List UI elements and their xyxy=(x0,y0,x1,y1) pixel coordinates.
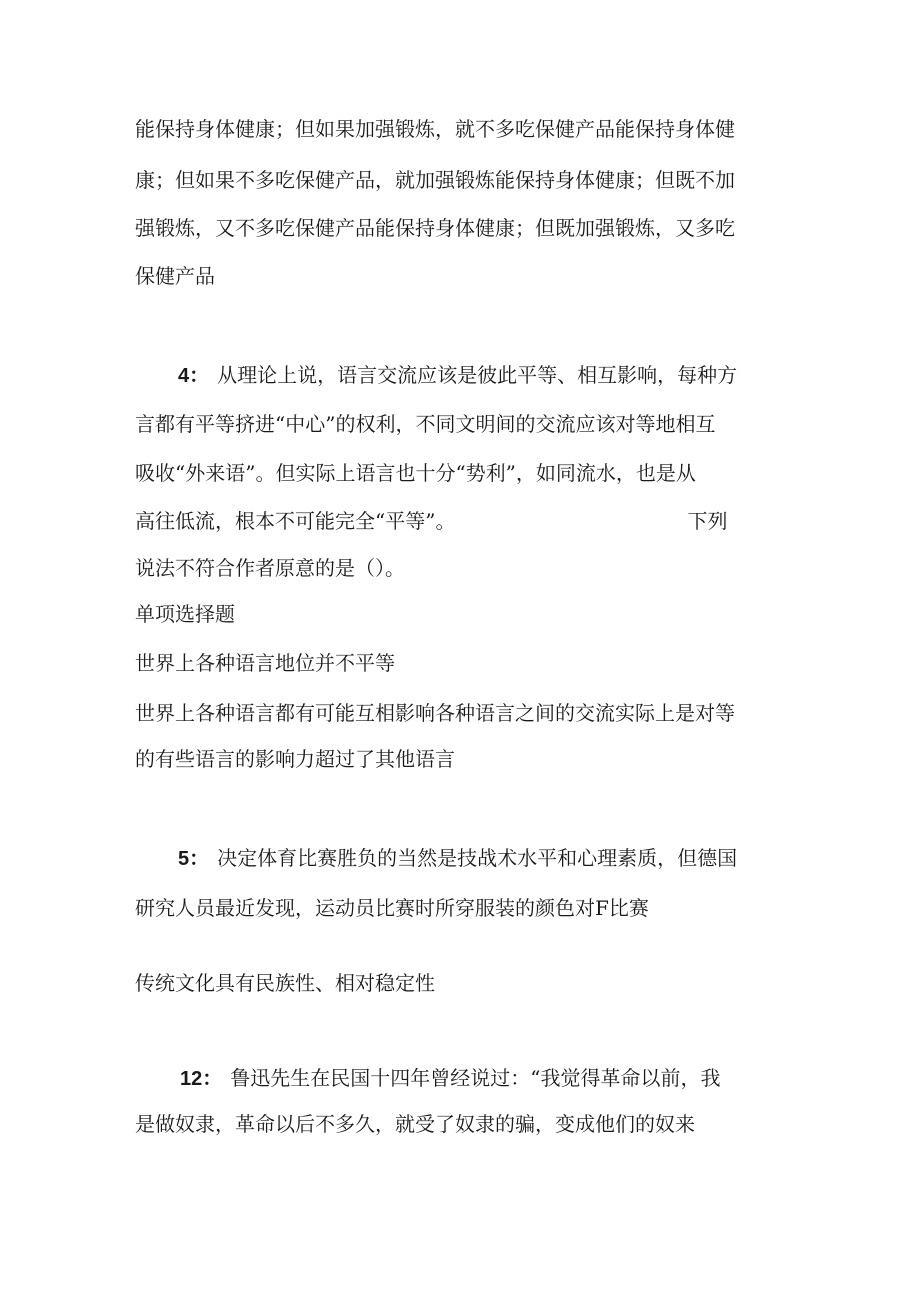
question-number: 12： xyxy=(180,1068,223,1090)
option-line: 的有些语言的影响力超过了其他语言 xyxy=(135,747,455,771)
option-line: 世界上各种语言都有可能互相影响各种语言之间的交流实际上是对等 xyxy=(135,701,735,725)
question-12-first-line xyxy=(180,1065,720,1092)
paragraph-line: 传统文化具有民族性、相对稳定性 xyxy=(135,971,435,995)
question-line: 吸收“外来语”。但实际上语言也十分“势利”，如同流水，也是从 xyxy=(135,461,696,485)
question-text: 鲁迅先生在民国十四年曾经说过：“我觉得革命以前，我 xyxy=(230,1066,721,1090)
paragraph-line: 能保持身体健康；但如果加强锻炼，就不多吃保健产品能保持身体健 xyxy=(135,117,735,141)
question-line: 说法不符合作者原意的是（）。 xyxy=(135,556,405,580)
question-line: 是做奴隶，革命以后不多久，就受了奴隶的骗，变成他们的奴来 xyxy=(135,1112,695,1136)
question-text: 决定体育比赛胜负的当然是技战术水平和心理素质，但德国 xyxy=(217,846,738,870)
question-4-first-line xyxy=(178,362,737,389)
question-number: 4： xyxy=(178,365,210,387)
question-type: 单项选择题 xyxy=(135,602,235,626)
question-text: 从理论上说，语言交流应该是彼此平等、相互影响，每种方 xyxy=(217,363,738,387)
paragraph-line: 康；但如果不多吃保健产品，就加强锻炼能保持身体健康；但既不加 xyxy=(135,168,735,192)
question-line: 言都有平等挤进“中心”的权利，不同文明间的交流应该对等地相互 xyxy=(135,412,716,436)
question-line xyxy=(135,508,727,534)
question-text: 高往低流，根本不可能完全“平等”。 xyxy=(135,509,456,533)
option-line: 世界上各种语言地位并不平等 xyxy=(135,651,395,675)
question-line: 研究人员最近发现，运动员比赛时所穿服装的颜色对F比赛 xyxy=(135,896,649,920)
paragraph-line: 保健产品 xyxy=(135,264,215,288)
question-5-first-line xyxy=(178,845,737,872)
question-text-tail: 下列 xyxy=(687,509,728,533)
paragraph-line: 强锻炼，又不多吃保健产品能保持身体健康；但既加强锻炼，又多吃 xyxy=(135,216,735,240)
question-number: 5： xyxy=(178,848,210,870)
